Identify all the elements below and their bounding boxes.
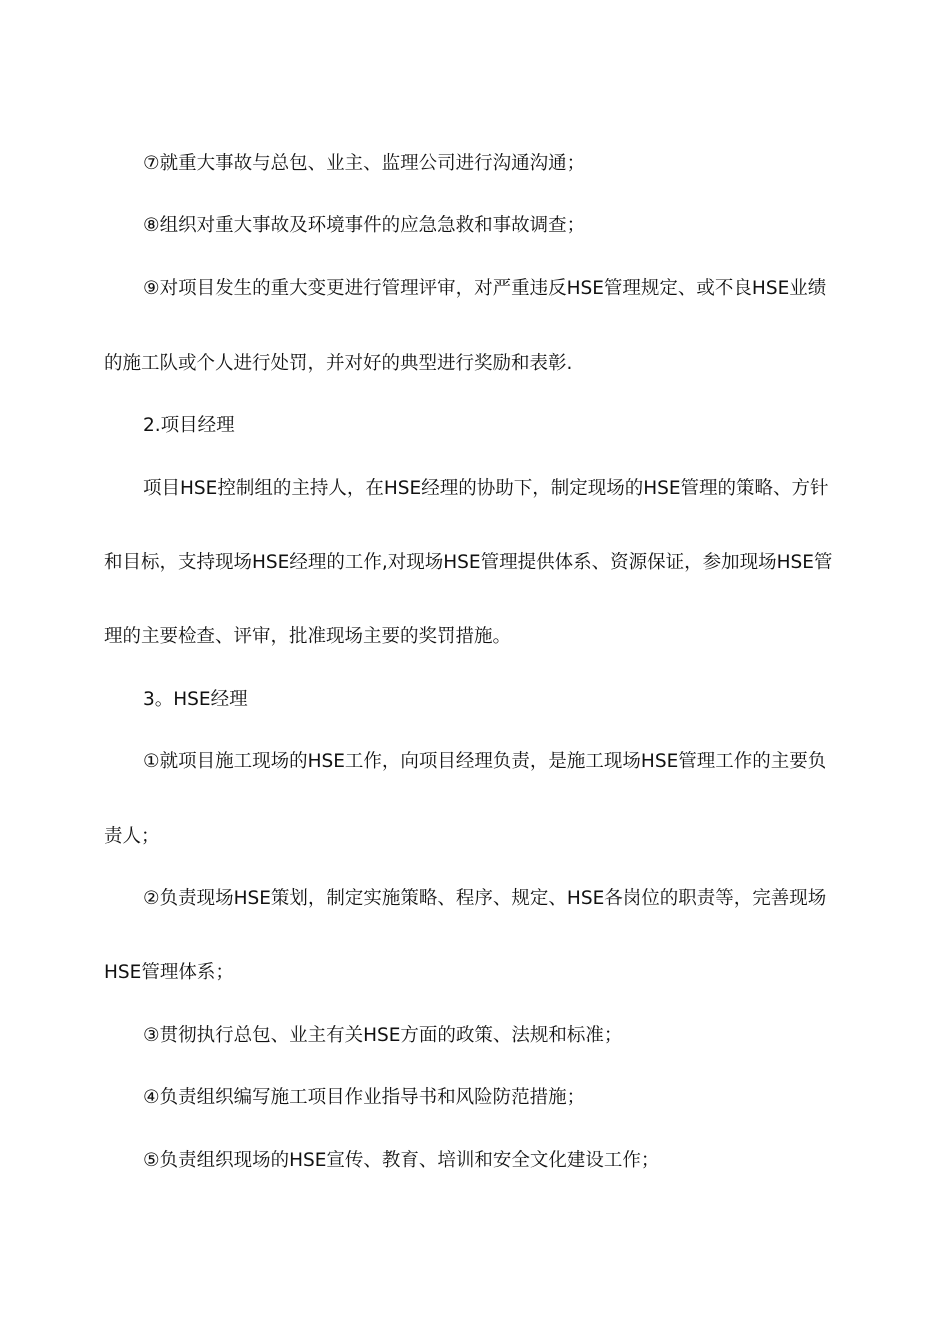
item-2-line-2: HSE管理体系； [104,962,234,983]
item-7: ⑦就重大事故与总包、业主、监理公司进行沟通沟通； [143,153,586,174]
item-1-line-1: ①就项目施工现场的HSE工作，向项目经理负责，是施工现场HSE管理工作的主要负 [143,751,827,772]
item-9-line-1: ⑨对项目发生的重大变更进行管理评审，对严重违反HSE管理规定、或不良HSE业绩 [143,278,827,299]
item-5: ⑤负责组织现场的HSE宣传、教育、培训和安全文化建设工作； [143,1150,660,1171]
item-4: ④负责组织编写施工项目作业指导书和风险防范措施； [143,1087,586,1108]
item-8: ⑧组织对重大事故及环境事件的应急急救和事故调查； [143,215,586,236]
section-heading-project-manager: 2.项目经理 [143,415,235,436]
item-3: ③贯彻执行总包、业主有关HSE方面的政策、法规和标准； [143,1025,623,1046]
item-2-line-1: ②负责现场HSE策划，制定实施策略、程序、规定、HSE各岗位的职责等，完善现场 [143,888,827,909]
section-heading-hse-manager: 3。HSE经理 [143,689,248,710]
item-9-line-2: 的施工队或个人进行处罚，并对好的典型进行奖励和表彰. [104,353,573,374]
item-1-line-2: 责人； [104,826,160,847]
project-manager-para-line-3: 理的主要检查、评审，批准现场主要的奖罚措施。 [104,626,512,647]
project-manager-para-line-1: 项目HSE控制组的主持人，在HSE经理的协助下，制定现场的HSE管理的策略、方针 [143,478,829,499]
project-manager-para-line-2: 和目标，支持现场HSE经理的工作,对现场HSE管理提供体系、资源保证，参加现场HSE管 [104,552,833,573]
